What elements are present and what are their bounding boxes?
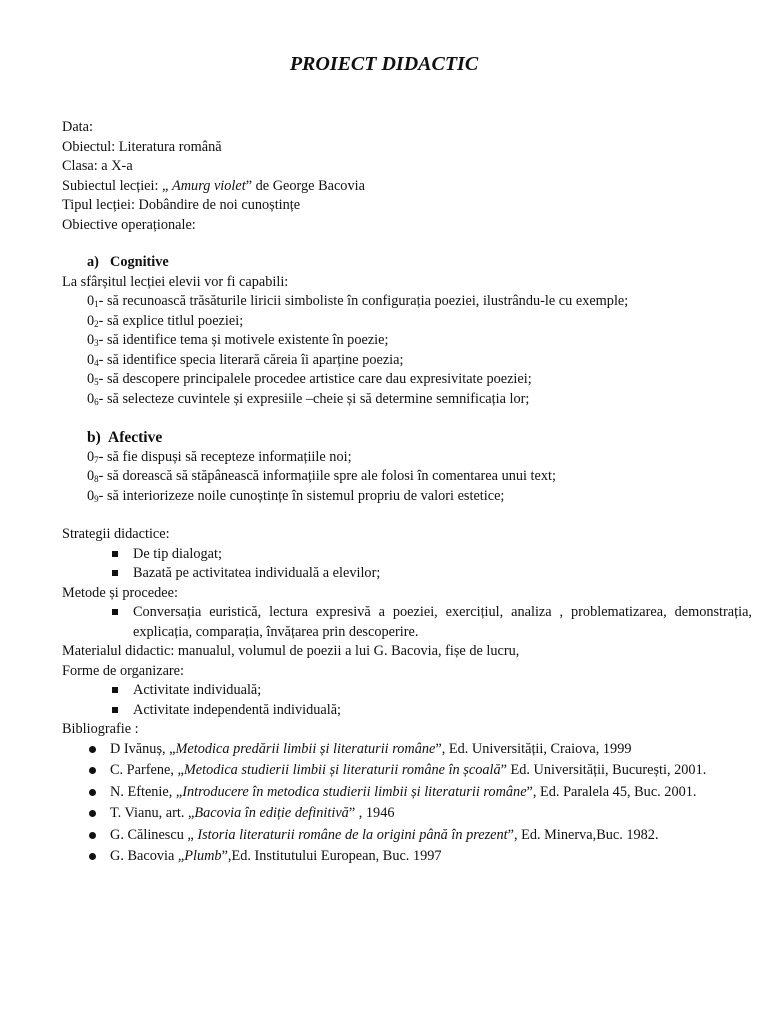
bibliography-author: G. Bacovia „ [110,848,185,864]
objective-number: 0 [87,332,95,348]
objective-subscript: 4 [94,357,99,368]
organization-form-item: Activitate independentă individuală; [62,701,752,721]
bibliography-item [62,804,752,824]
bibliography-list [62,740,752,867]
bibliography-item [62,761,752,781]
organization-forms-list [62,681,752,720]
strategies-label: Strategii didactice: [62,526,170,542]
objective-text: - să interiorizeze noile cunoștințe în sistemul propriu de valori estetice; [98,487,505,504]
bibliography-publisher: ”, Ed. Minerva,Buc. 1982. [507,826,659,843]
organization-form-item: Activitate individuală; [62,681,752,701]
objective-item [62,331,752,351]
bibliography-title: Introducere în metodica studierii limbii și literaturii române [182,783,527,800]
bibliography-item [62,847,752,867]
objective-text: - să dorească să stăpânească informațiile spre ale folosi în comentarea unui text; [98,468,556,484]
subject-line: Obiectul: Literatura română [62,138,222,155]
poem-title: Amurg violet [171,177,246,194]
bibliography-item [62,783,752,803]
cognitive-objectives-list [62,292,752,409]
affective-objectives-list [62,448,752,507]
strategy-item: De tip dialogat; [62,545,752,565]
objective-number: 0 [87,448,95,465]
bibliography-title: Bacovia în ediție definitivă [194,805,349,821]
objective-number: 0 [87,468,95,484]
bibliography-title: Metodica predării limbii și literaturii române [175,740,436,757]
bibliography-title: Metodica studierii limbii și literaturii române în școală [183,762,501,778]
objective-subscript: 3 [94,338,99,348]
objective-text: - să identifice tema și motivele existente în poezie; [98,332,389,348]
bibliography-label: Bibliografie : [62,721,139,737]
objective-number: 0 [87,293,95,309]
bibliography-item [62,826,752,846]
objective-text: - să recunoască trăsăturile liricii simboliste în configurația poeziei, ilustrându-le cu exemple; [98,293,629,309]
objective-subscript: 2 [94,318,99,329]
page-title: PROIECT DIDACTIC [289,53,479,75]
bibliography-author: T. Vianu, art. „ [110,805,195,821]
didactic-strategies-section [62,525,752,869]
lesson-type-line: Tipul lecției: Dobândire de noi cunoștințe [62,197,301,213]
objective-subscript: 9 [94,493,99,504]
objective-item [62,390,752,410]
objective-subscript: 6 [94,396,99,407]
bibliography-item [62,740,752,760]
objective-text: - să explice titlul poeziei; [98,312,244,329]
bibliography-publisher: ” Ed. Universității, București, 2001. [500,762,707,778]
method-item: Conversația euristică, lectura expresivă a poeziei, exercițiul, analiza , problematizarea, demonstrația, explicația, comparația, învățarea prin descoperire. [62,603,752,642]
bibliography-author: N. Eftenie, „ [110,783,183,800]
bibliography-author: C. Parfene, „ [110,762,184,778]
objective-subscript: 1 [94,299,99,309]
objective-text: - să fie dispuși să recepteze informațiile noi; [98,448,352,465]
bibliography-author: G. Călinescu „ [110,826,198,843]
date-line: Data: [62,119,93,135]
objective-number: 0 [87,351,95,368]
methods-label: Metode și procedee: [62,584,178,601]
objective-item [62,292,752,312]
affective-section [62,428,752,506]
objective-item [62,351,752,371]
affective-heading: b) Afective [87,429,163,446]
bibliography-publisher: ” , 1946 [348,805,395,821]
cognitive-heading: a) Cognitive [87,254,169,270]
materials-line: Materialul didactic: manualul, volumul de poezii a lui G. Bacovia, fișe de lucru, [62,643,520,659]
lesson-header [62,118,752,235]
bibliography-title: Plumb [184,848,222,864]
strategies-list [62,545,752,584]
cognitive-intro: La sfârșitul lecției elevii vor fi capabili: [62,273,289,290]
objective-item [62,487,752,507]
objective-text: - să identifice specia literară căreia îi aparține poezia; [98,351,404,368]
objective-item [62,448,752,468]
cognitive-section [62,253,752,409]
lesson-topic-line: Subiectul lecției: „ Amurg violet” de George Bacovia [62,177,365,194]
bibliography-title: Istoria literaturii române de la origini până în prezent [197,826,508,843]
bibliography-publisher: ”, Ed. Paralela 45, Buc. 2001. [526,783,697,800]
objective-subscript: 7 [94,454,99,465]
objective-text: - să selecteze cuvintele și expresiile –cheie și să determine semnificația lor; [98,390,530,407]
bibliography-publisher: ”, Ed. Universității, Craiova, 1999 [435,740,632,757]
objectives-line: Obiective operaționale: [62,216,196,233]
objective-number: 0 [87,487,95,504]
objective-subscript: 8 [94,474,99,484]
objective-item [62,312,752,332]
methods-list [62,603,752,642]
objective-text: - să descopere principalele procedee artistice care dau expresivitate poeziei; [98,371,532,387]
bibliography-publisher: ”,Ed. Institutului European, Buc. 1997 [221,848,442,864]
objective-number: 0 [87,390,95,407]
objective-item [62,370,752,390]
objective-item [62,467,752,487]
objective-number: 0 [87,312,95,329]
class-line: Clasa: a X-a [62,158,133,174]
strategy-item: Bazată pe activitatea individuală a elevilor; [62,564,752,584]
organization-label: Forme de organizare: [62,662,185,679]
objective-number: 0 [87,371,95,387]
bibliography-author: D Ivănuș, „ [110,740,176,757]
objective-subscript: 5 [94,377,99,387]
